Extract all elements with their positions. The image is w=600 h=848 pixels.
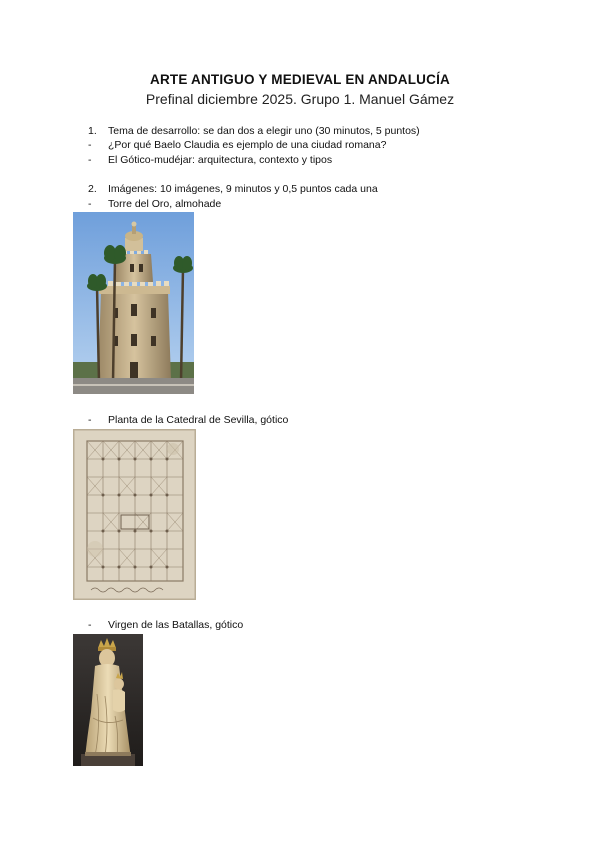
section1-number: 1.: [88, 125, 97, 137]
list-item-text: Planta de la Catedral de Sevilla, gótico: [108, 414, 289, 426]
list-item-text: Torre del Oro, almohade: [108, 198, 222, 210]
list-item-text: El Gótico-mudéjar: arquitectura, contexto y tipos: [108, 154, 333, 166]
document-title: ARTE ANTIGUO Y MEDIEVAL EN ANDALUCÍA: [150, 72, 450, 87]
section2-heading-line: [88, 183, 378, 196]
list-marker: -: [88, 198, 92, 210]
section1-heading-line: [88, 125, 420, 138]
torre-del-oro-image: [73, 212, 194, 394]
list-item: [88, 414, 288, 427]
list-marker: -: [88, 154, 92, 166]
document-subtitle: Prefinal diciembre 2025. Grupo 1. Manuel Gámez: [145, 91, 455, 107]
list-marker: -: [88, 139, 92, 151]
section1-heading: Tema de desarrollo: se dan dos a elegir uno (30 minutos, 5 puntos): [108, 125, 420, 137]
list-item: [88, 619, 243, 632]
list-item: [88, 139, 386, 152]
cathedral-plan-image: [73, 429, 196, 600]
list-marker: -: [88, 414, 92, 426]
virgen-batallas-image: [73, 634, 143, 766]
list-item: [88, 154, 332, 167]
list-item: [88, 198, 221, 211]
list-item-text: Virgen de las Batallas, gótico: [108, 619, 244, 631]
section2-number: 2.: [88, 183, 97, 195]
list-item-text: ¿Por qué Baelo Claudia es ejemplo de una ciudad romana?: [108, 139, 387, 151]
list-marker: -: [88, 619, 92, 631]
section2-heading: Imágenes: 10 imágenes, 9 minutos y 0,5 puntos cada una: [108, 183, 378, 195]
